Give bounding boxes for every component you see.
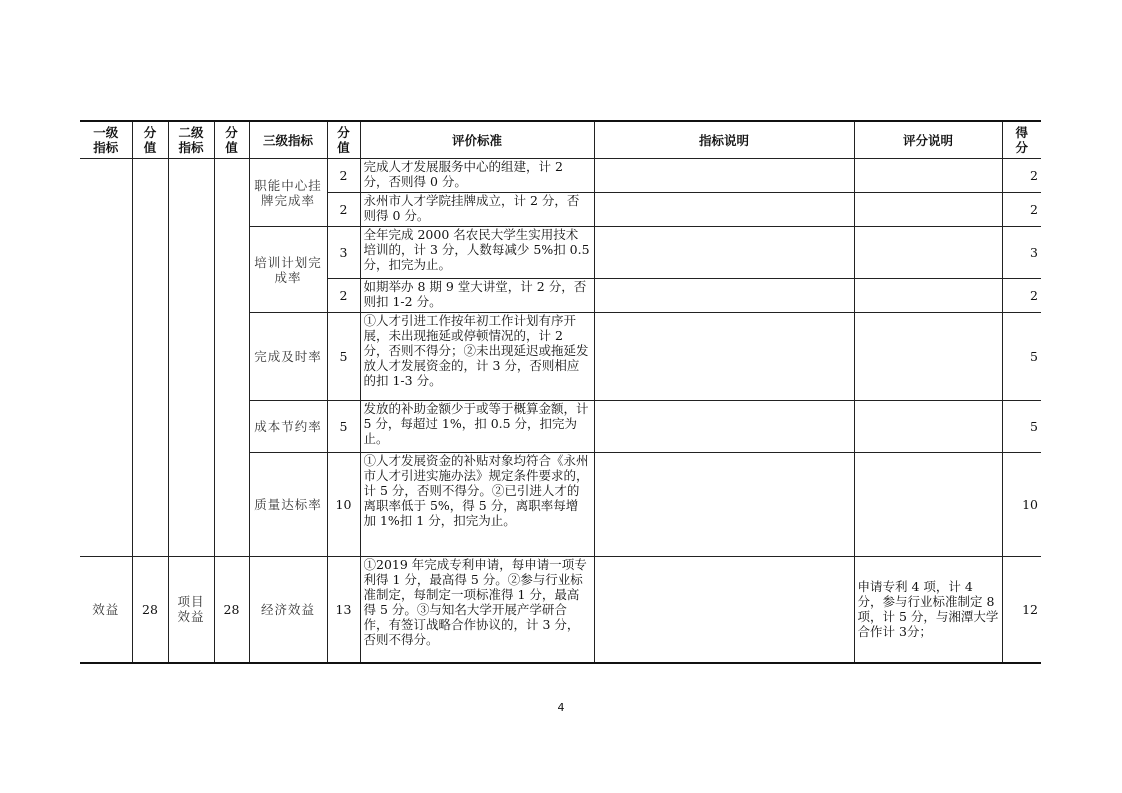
weight-cell: 13 — [327, 557, 360, 663]
score-cell: 2 — [1002, 159, 1041, 193]
weight2-cell: 28 — [214, 557, 249, 663]
weight-cell: 2 — [327, 159, 360, 193]
header-indicator-desc: 指标说明 — [594, 121, 854, 159]
weight-cell: 3 — [327, 227, 360, 279]
criteria-cell: 全年完成 2000 名农民大学生实用技术培训的，计 3 分，人数每减少 5%扣 0.5 分，扣完为止。 — [360, 227, 594, 279]
header-score2: 分 值 — [214, 121, 249, 159]
score-cell: 12 — [1002, 557, 1041, 663]
level3-cell: 完成及时率 — [249, 313, 327, 401]
level3-cell: 质量达标率 — [249, 453, 327, 557]
evaluation-table — [80, 120, 1041, 664]
score-cell: 3 — [1002, 227, 1041, 279]
scoring-desc-cell — [854, 279, 1002, 313]
criteria-cell: ①2019 年完成专利申请，每申请一项专利得 1 分，最高得 5 分。②参与行业标准制定，每制定一项标准得 1 分，最高得 5 分。③与知名大学开展产学研合作，有签订战略合作协议的，计 3 分，否则不得分。 — [360, 557, 594, 663]
level3-cell: 培训计划完成率 — [249, 227, 327, 313]
indicator-desc-cell — [594, 453, 854, 557]
score-cell: 2 — [1002, 279, 1041, 313]
scoring-desc-cell: 申请专利 4 项，计 4 分，参与行业标准制定 8 项，计 5 分，与湘潭大学合作计 3分； — [854, 557, 1002, 663]
weight-cell: 2 — [327, 279, 360, 313]
level3-cell: 职能中心挂牌完成率 — [249, 159, 327, 227]
criteria-cell: ①人才引进工作按年初工作计划有序开展，未出现拖延或停顿情况的，计 2 分，否则不得分；②未出现延迟或拖延发放人才发展资金的，计 3 分，否则相应的扣 1-3 分。 — [360, 313, 594, 401]
header-criteria: 评价标准 — [360, 121, 594, 159]
header-score1: 分 值 — [132, 121, 168, 159]
criteria-cell: 发放的补助金额少于或等于概算金额，计 5 分，每超过 1%，扣 0.5 分，扣完为止。 — [360, 401, 594, 453]
table-row — [80, 557, 1041, 663]
weight1-cell: 28 — [132, 557, 168, 663]
page-number: 4 — [557, 701, 565, 714]
weight1-cell — [132, 159, 168, 557]
header-level1: 一级 指标 — [80, 121, 132, 159]
weight-cell: 5 — [327, 313, 360, 401]
weight-cell: 5 — [327, 401, 360, 453]
scoring-desc-cell — [854, 159, 1002, 193]
scoring-desc-cell — [854, 313, 1002, 401]
weight2-cell — [214, 159, 249, 557]
scoring-desc-cell — [854, 227, 1002, 279]
scoring-desc-cell — [854, 401, 1002, 453]
criteria-cell: 完成人才发展服务中心的组建，计 2 分，否则得 0 分。 — [360, 159, 594, 193]
table-row — [80, 159, 1041, 193]
score-cell: 10 — [1002, 453, 1041, 557]
indicator-desc-cell — [594, 401, 854, 453]
header-level2: 二级 指标 — [168, 121, 214, 159]
criteria-cell: ①人才发展资金的补贴对象均符合《永州市人才引进实施办法》规定条件要求的，计 5 分，否则不得分。②已引进人才的离职率低于 5%，得 5 分，离职率每增加 1%扣 1 分，扣完为止。 — [360, 453, 594, 557]
scoring-desc-cell — [854, 193, 1002, 227]
indicator-desc-cell — [594, 159, 854, 193]
header-row — [80, 121, 1041, 159]
weight-cell: 10 — [327, 453, 360, 557]
header-level3: 三级指标 — [249, 121, 327, 159]
indicator-desc-cell — [594, 193, 854, 227]
header-score3: 分 值 — [327, 121, 360, 159]
level1-cell: 效益 — [80, 557, 132, 663]
scoring-desc-cell — [854, 453, 1002, 557]
score-cell: 5 — [1002, 313, 1041, 401]
header-score: 得 分 — [1002, 121, 1041, 159]
level2-cell — [168, 159, 214, 557]
score-cell: 5 — [1002, 401, 1041, 453]
indicator-desc-cell — [594, 227, 854, 279]
weight-cell: 2 — [327, 193, 360, 227]
indicator-desc-cell — [594, 557, 854, 663]
indicator-desc-cell — [594, 279, 854, 313]
criteria-cell: 如期举办 8 期 9 堂大讲堂，计 2 分，否则扣 1-2 分。 — [360, 279, 594, 313]
indicator-desc-cell — [594, 313, 854, 401]
level2-cell: 项目效益 — [168, 557, 214, 663]
criteria-cell: 永州市人才学院挂牌成立，计 2 分，否则得 0 分。 — [360, 193, 594, 227]
level1-cell — [80, 159, 132, 557]
score-cell: 2 — [1002, 193, 1041, 227]
level3-cell: 成本节约率 — [249, 401, 327, 453]
header-scoring-desc: 评分说明 — [854, 121, 1002, 159]
level3-cell: 经济效益 — [249, 557, 327, 663]
